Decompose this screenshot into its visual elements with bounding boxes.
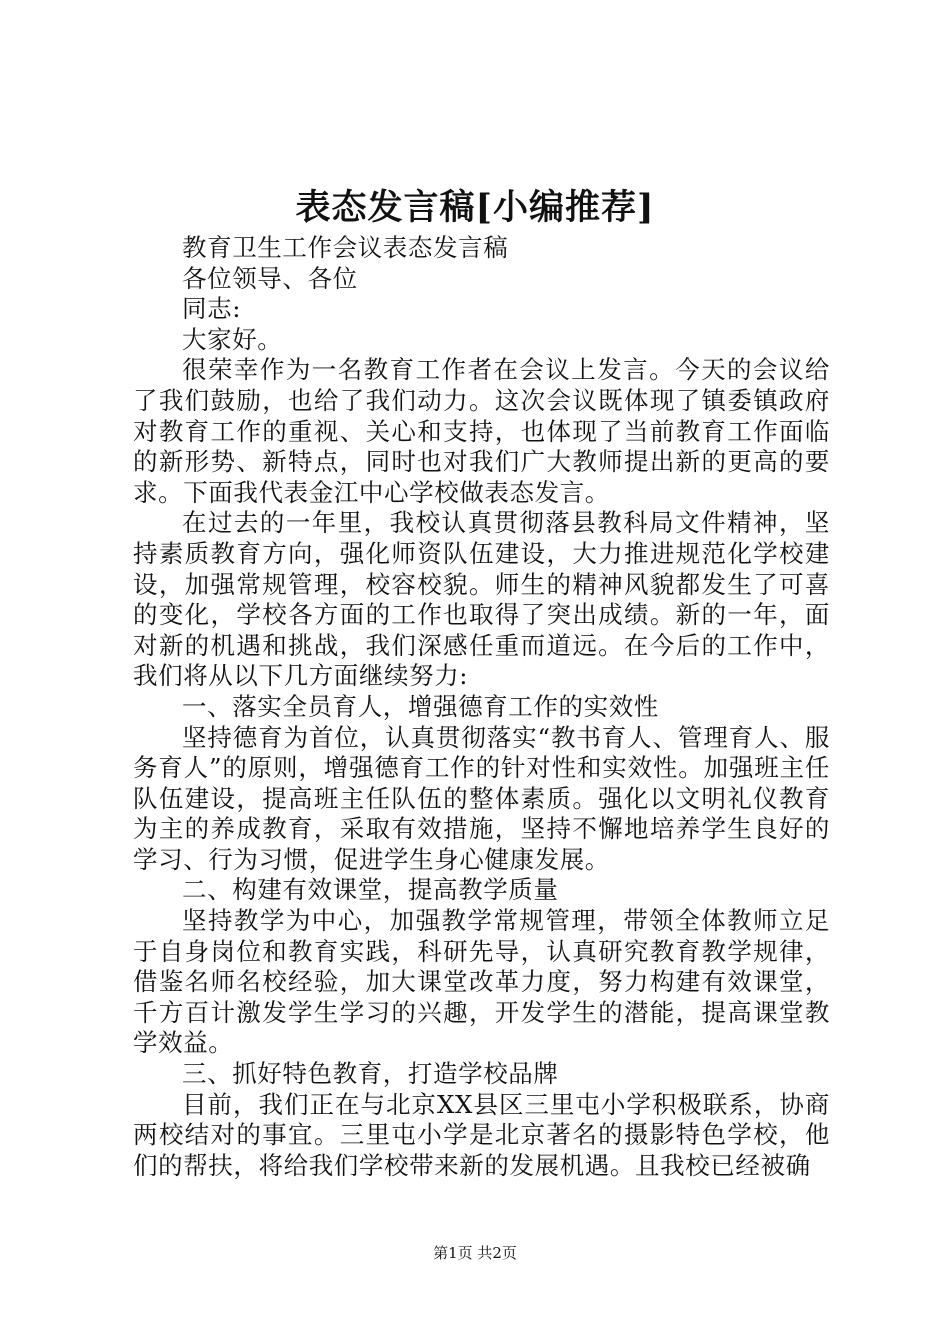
document-title: 表态发言稿[小编推荐]: [295, 187, 655, 228]
section-heading-2: 二、构建有效课堂，提高教学质量: [182, 875, 559, 905]
document-body: [133, 233, 830, 1181]
paragraph-intro: 很荣幸作为一名教育工作者在会议上发言。今天的会议给了我们鼓励，也给了我们动力。这次会议既体现了镇委镇政府对教育工作的重视、关心和支持，也体现了当前教育工作面临的新形势、新特点，同时也对我们广大教师提出新的更高的要求。下面我代表金江中心学校做表态发言。: [133, 355, 830, 507]
paragraph-section-1: 坚持德育为首位，认真贯彻落实“教书育人、管理育人、服务育人”的原则，增强德育工作的针对性和实效性。加强班主任队伍建设，提高班主任队伍的整体素质。强化以文明礼仪教育为主的养成教育，采取有效措施，坚持不懈地培养学生良好的学习、行为习惯，促进学生身心健康发展。: [133, 722, 830, 874]
paragraph-section-2: 坚持教学为中心，加强教学常规管理，带领全体教师立足于自身岗位和教育实践，科研先导，认真研究教育教学规律，借鉴名师名校经验，加大课堂改革力度，努力构建有效课堂，千方百计激发学生学习的兴趣，开发学生的潜能，提高课堂教学效益。: [133, 906, 830, 1058]
paragraph-review: 在过去的一年里，我校认真贯彻落县教科局文件精神，坚持素质教育方向，强化师资队伍建设，大力推进规范化学校建设，加强常规管理，校容校貌。师生的精神风貌都发生了可喜的变化，学校各方面的工作也取得了突出成绩。新的一年，面对新的机遇和挑战，我们深感任重而道远。在今后的工作中，我们将从以下几方面继续努力:: [133, 508, 830, 691]
page-number-footer: 第1页 共2页: [433, 1244, 517, 1262]
paragraph-greeting: 大家好。: [182, 324, 283, 354]
paragraph-salutation-2: 同志:: [182, 294, 242, 324]
section-heading-3: 三、抓好特色教育，打造学校品牌: [182, 1059, 559, 1089]
paragraph-salutation-1: 各位领导、各位: [182, 263, 358, 293]
paragraph-section-3: 目前，我们正在与北京XX县区三里屯小学积极联系，协商两校结对的事宜。三里屯小学是北京著名的摄影特色学校，他们的帮扶，将给我们学校带来新的发展机遇。且我校已经被确: [133, 1089, 830, 1180]
section-heading-1: 一、落实全员育人，增强德育工作的实效性: [182, 691, 659, 721]
paragraph-heading: 教育卫生工作会议表态发言稿: [182, 233, 509, 262]
